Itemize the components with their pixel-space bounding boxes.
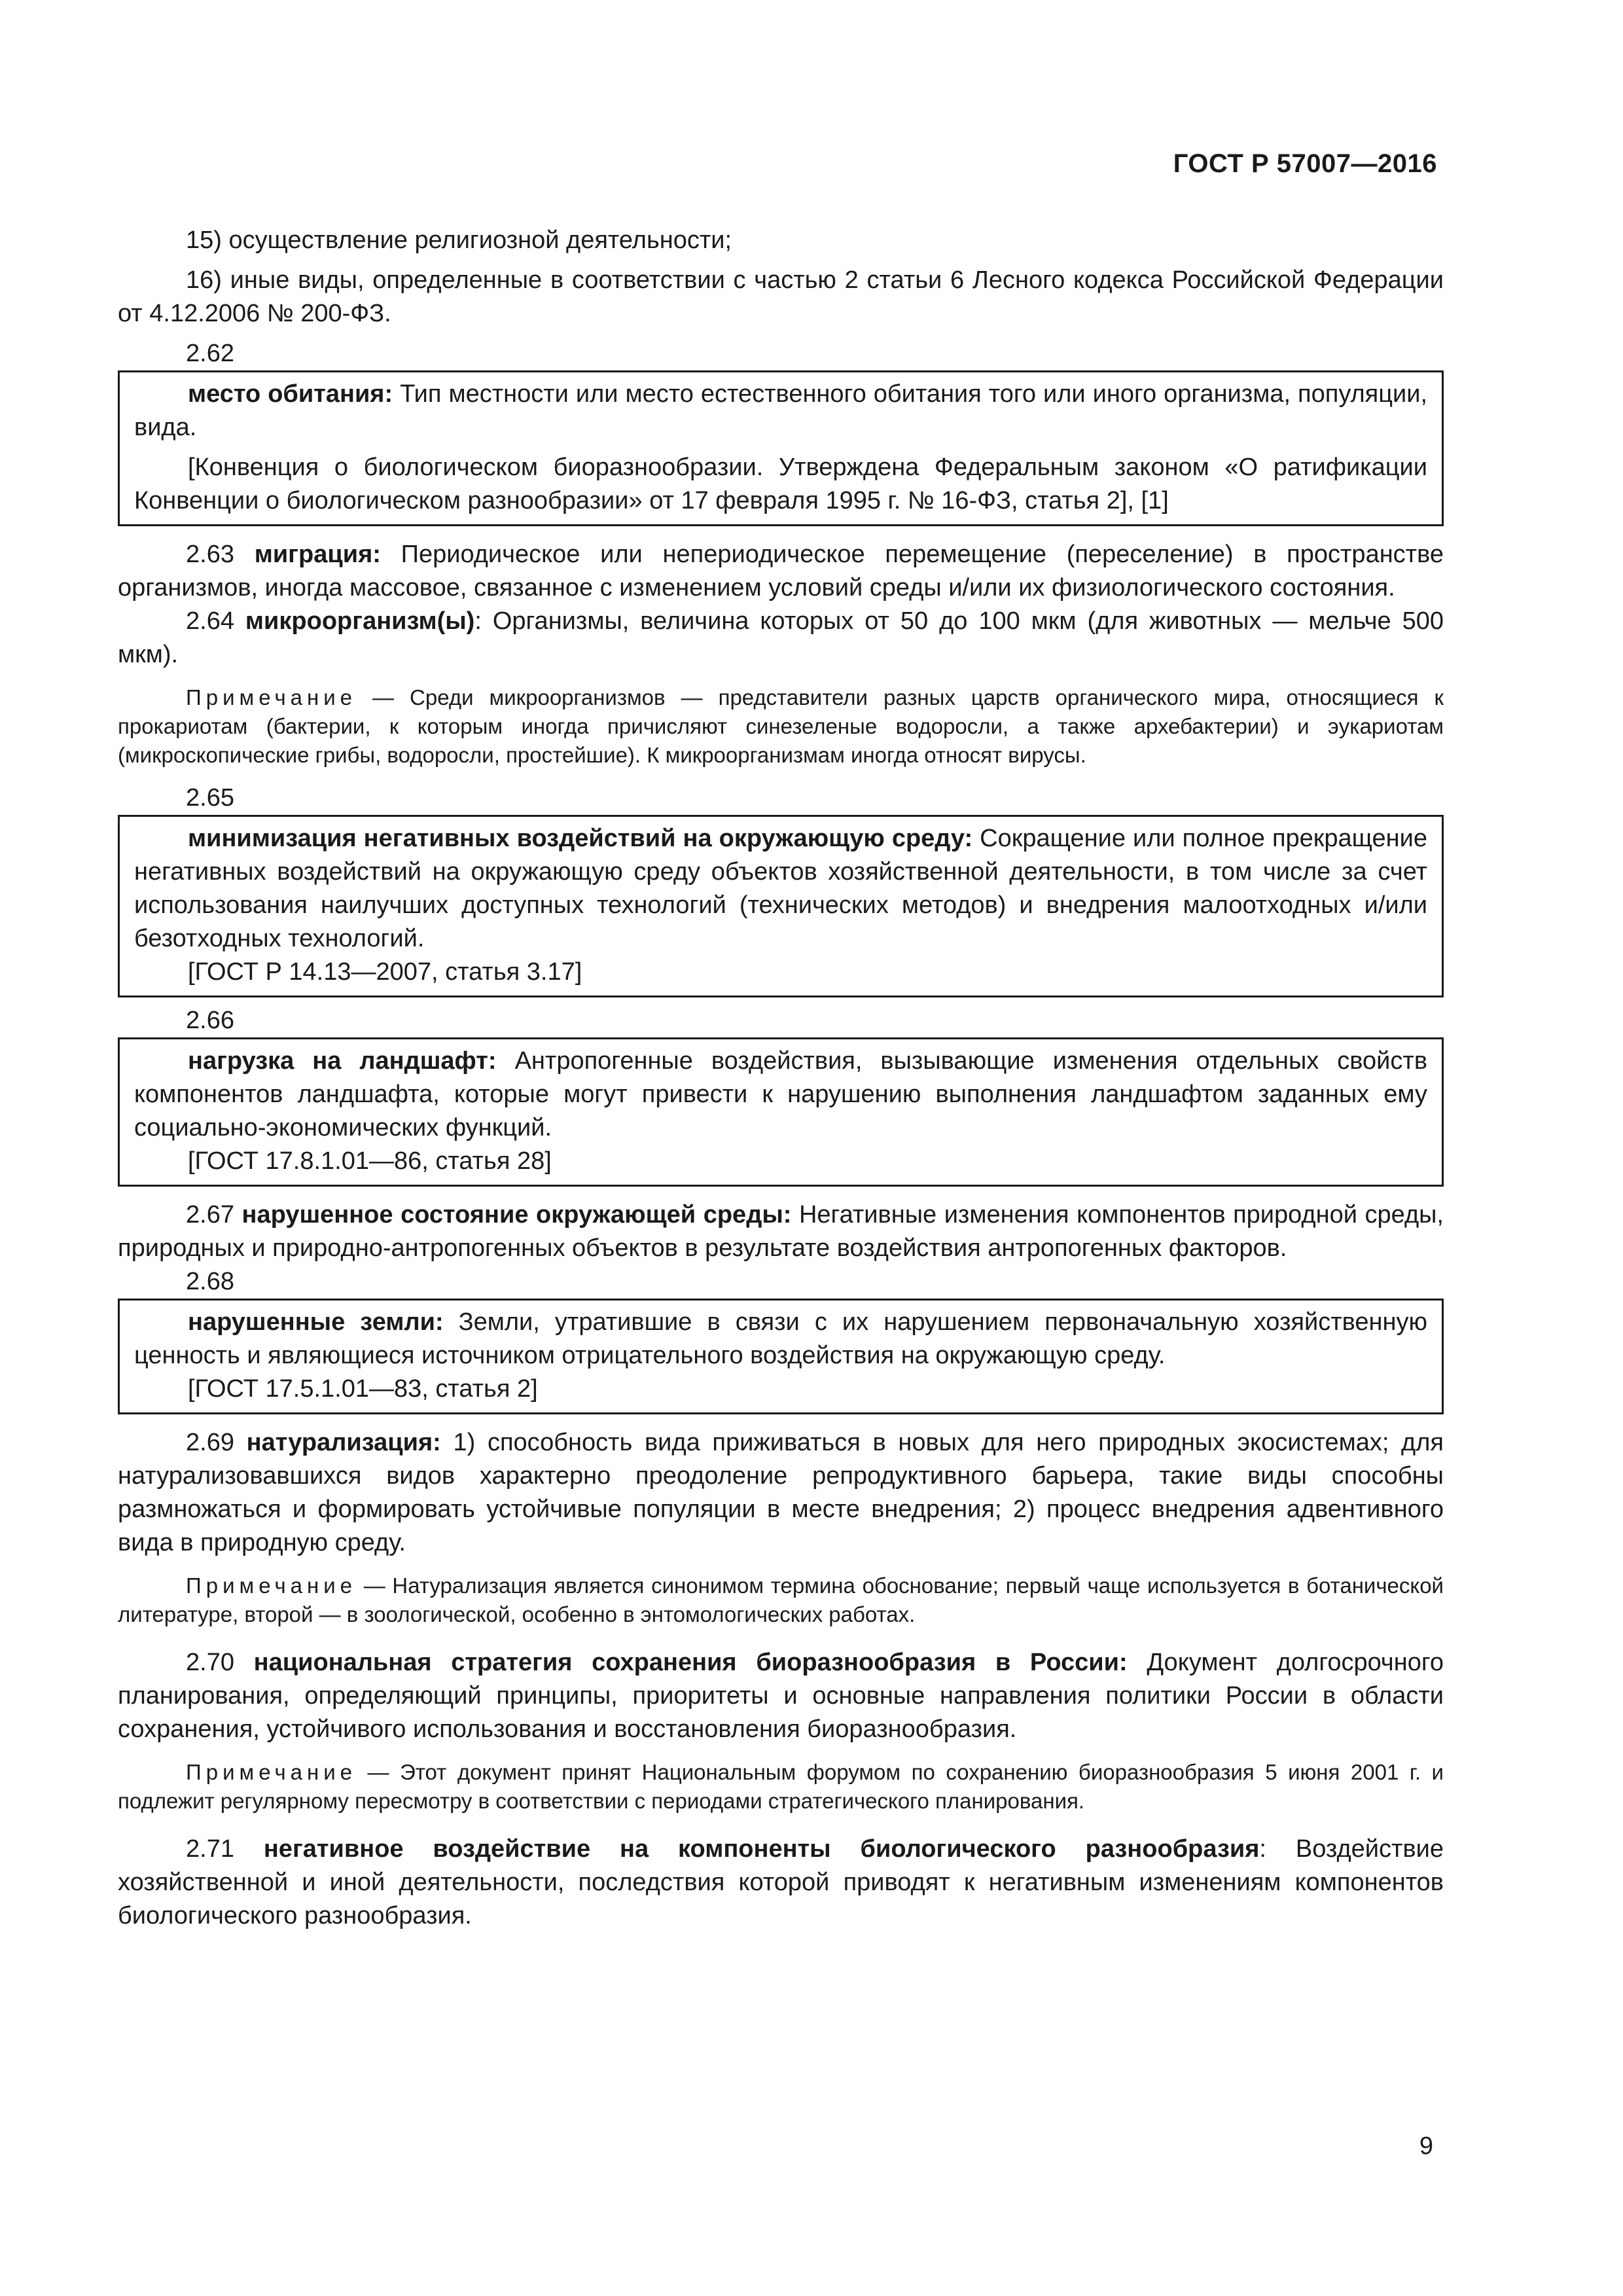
definition-2-65: Сокращение или полное прекращение негативных воздействий на окружающую среду объектов хозяйственной деятельности, в том числе за счет использования наилучших доступных технологий (технических методов) и внедрения малоотходных и/или безотходных технологий. [134, 825, 1427, 952]
clause-2-63 [118, 538, 1444, 605]
term-2-66: нагрузка на ландшафт: [188, 1047, 497, 1075]
term-definition-2-68 [134, 1306, 1427, 1372]
term-box-2-62 [118, 370, 1444, 526]
clause-number-2-62: 2.62 [186, 340, 234, 367]
term-2-71: негативное воздействие на компоненты биологического разнообразия [263, 1835, 1260, 1863]
source-2-68: [ГОСТ 17.5.1.01—83, статья 2] [188, 1375, 538, 1403]
definition-2-66: Антропогенные воздействия, вызывающие изменения отдельных свойств компонентов ландшафта, которые могут привести к нарушению выполнения ландшафтом заданных ему социально-экономических функций. [134, 1047, 1428, 1141]
clause-2-67 [118, 1198, 1444, 1265]
term-2-65: минимизация негативных воздействий на окружающую среду: [188, 825, 973, 852]
term-2-68: нарушенные земли: [188, 1308, 444, 1336]
note-label: Примечание [186, 1573, 357, 1598]
clause-number-2-67: 2.67 [186, 1201, 242, 1229]
note-label: Примечание [186, 1760, 357, 1784]
note-text-2-64: — Среди микроорганизмов — представители разных царств органического мира, относящиеся к прокариотам (бактерии, к которым иногда причисляют синезеленые водоросли, а также архебактерии) и эукариотам (микроскопические грибы, водоросли, простейшие). К микроорганизмам иногда относят вирусы. [118, 685, 1444, 767]
definition-2-69: 1) способность вида приживаться в новых для него природных экосистемах; для натурализовавшихся видов характерно преодоление репродуктивного барьера, такие виды способны размножаться и формировать устойчивые популяции в месте внедрения; 2) процесс внедрения адвентивного вида в природную среду. [118, 1429, 1444, 1556]
term-box-2-68 [118, 1299, 1444, 1414]
note-2-64 [118, 683, 1444, 770]
page-number: 9 [1419, 2132, 1433, 2160]
term-box-2-66 [118, 1037, 1444, 1187]
note-text-2-69: — Натурализация является синонимом термина обоснование; первый чаще используется в ботанической литературе, второй — в зоологической, особенно в энтомологических работах. [118, 1573, 1444, 1626]
definition-2-62: Тип местности или место естественного обитания того или иного организма, популяции, вида. [134, 380, 1428, 441]
term-2-63: миграция: [254, 541, 381, 568]
clause-number-2-70: 2.70 [186, 1649, 254, 1676]
definition-2-71: : Воздействие хозяйственной и иной деятельности, последствия которой приводят к негативным изменениям компонентов биологического разнообразия. [118, 1835, 1444, 1929]
clause-number-2-65: 2.65 [186, 784, 234, 812]
term-definition-2-62 [134, 378, 1427, 444]
source-2-65: [ГОСТ Р 14.13—2007, статья 3.17] [188, 958, 582, 986]
page-content [118, 224, 1444, 1933]
term-2-70: национальная стратегия сохранения биоразнообразия в России: [253, 1649, 1128, 1676]
clause-number-2-64: 2.64 [186, 607, 245, 635]
list-item-16: 16) иные виды, определенные в соответствии с частью 2 статьи 6 Лесного кодекса Российской Федерации от 4.12.2006 № 200-ФЗ. [118, 266, 1444, 327]
term-box-2-65 [118, 815, 1444, 997]
note-2-70 [118, 1758, 1444, 1816]
clause-number-2-71: 2.71 [186, 1835, 264, 1863]
clause-number-2-63: 2.63 [186, 541, 255, 568]
note-2-69 [118, 1571, 1444, 1629]
clause-number-2-68: 2.68 [186, 1268, 234, 1295]
clause-number-2-69: 2.69 [186, 1429, 247, 1456]
definition-2-64: : Организмы, величина которых от 50 до 100 мкм (для животных — мельче 500 мкм). [118, 607, 1444, 668]
clause-2-71 [118, 1833, 1444, 1933]
term-definition-2-65 [134, 822, 1427, 956]
note-text-2-70: — Этот документ принят Национальным форумом по сохранению биоразнообразия 5 июня 2001 г. и подлежит регулярному пересмотру в соответствии с периодами стратегического планирования. [118, 1760, 1444, 1813]
term-definition-2-66 [134, 1045, 1427, 1145]
term-2-69: натурализация: [246, 1429, 441, 1456]
clause-number-2-66: 2.66 [186, 1007, 234, 1034]
source-2-66: [ГОСТ 17.8.1.01—86, статья 28] [188, 1147, 552, 1175]
clause-2-70 [118, 1646, 1444, 1746]
term-2-62: место обитания: [188, 380, 393, 408]
term-2-64: микроорганизм(ы) [245, 607, 475, 635]
list-item-15: 15) осуществление религиозной деятельности; [186, 226, 732, 254]
clause-2-69 [118, 1426, 1444, 1560]
source-2-62: [Конвенция о биологическом биоразнообразии. Утверждена Федеральным законом «О ратификации Конвенции о биологическом разнообразии» от 17 февраля 1995 г. № 16-ФЗ, статья 2], [1] [134, 454, 1427, 514]
definition-2-70: Документ долгосрочного планирования, определяющий принципы, приоритеты и основные направления политики России в области сохранения, устойчивого использования и восстановления биоразнообразия. [118, 1649, 1444, 1743]
definition-2-68: Земли, утратившие в связи с их нарушением первоначальную хозяйственную ценность и являющиеся источником отрицательного воздействия на окружающую среду. [134, 1308, 1427, 1369]
term-2-67: нарушенное состояние окружающей среды: [241, 1201, 792, 1229]
clause-2-64 [118, 605, 1444, 672]
note-label: Примечание [186, 685, 357, 709]
definition-2-63: Периодическое или непериодическое перемещение (переселение) в пространстве организмов, иногда массовое, связанное с изменением условий среды и/или их физиологического состояния. [118, 541, 1444, 601]
definition-2-67: Негативные изменения компонентов природной среды, природных и природно-антропогенных объектов в результате воздействия антропогенных факторов. [118, 1201, 1444, 1262]
doc-number-header: ГОСТ Р 57007—2016 [1173, 149, 1437, 178]
